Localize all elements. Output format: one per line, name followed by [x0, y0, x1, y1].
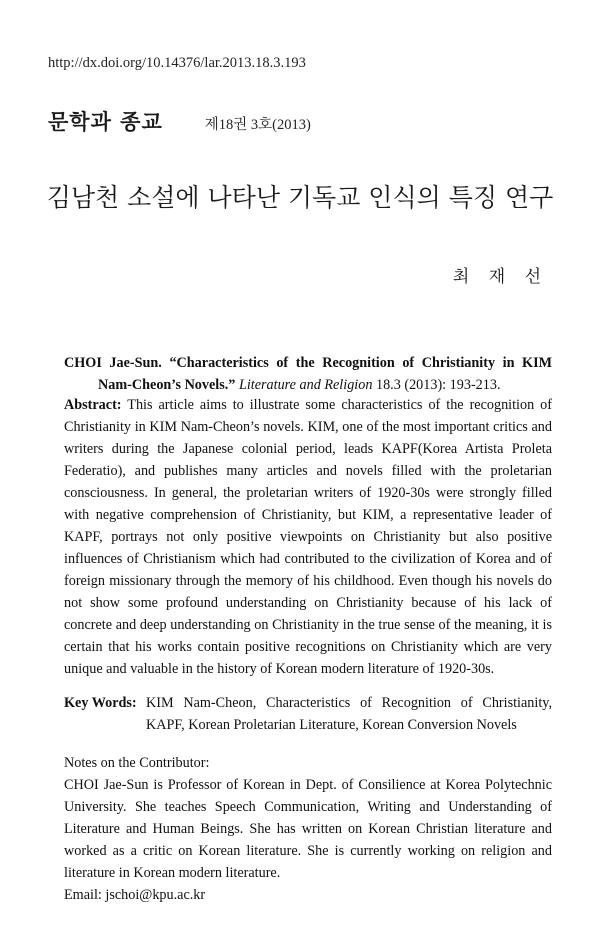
citation-details: 18.3 (2013): 193-213. [375, 377, 501, 393]
citation [64, 352, 552, 396]
citation-journal: Literature and Religion [238, 377, 373, 393]
citation-line-1 [64, 352, 552, 374]
notes-body: CHOI Jae-Sun is Professor of Korean in Dept. of Consilience at Korea Polytechnic University. She teaches Speech Communication, Writing and Understanding of Literature and Human Beings. She has written on Korean Christian literature and worked as a critic on Korean literature. She is currently working on religion and literature in Korean modern literature. [64, 777, 552, 881]
citation-title-part-2: Nam-Cheon’s Novels.” [98, 377, 236, 393]
journal-header [48, 106, 311, 136]
citation-title-part-1: “Characteristics of the Recognition of Christianity in KIM [169, 355, 552, 371]
journal-issue: 제18권 3호(2013) [204, 117, 311, 133]
keywords-list [146, 692, 552, 736]
doi-link[interactable]: http://dx.doi.org/10.14376/lar.2013.18.3.193 [48, 55, 306, 71]
citation-author: CHOI Jae-Sun. [64, 355, 162, 371]
abstract-text: This article aims to illustrate some characteristics of the recognition of Christianity in KIM Nam-Cheon’s novels. KIM, one of the most important critics and writers during the Japanese colonial period, leads KAPF(Korea Artista Proleta Federatio), and publishes many articles and novels filled with the proletarian consciousness. In general, the proletarian writers of 1920-30s were strongly filled with negative comprehension of Christianity, but KIM, a representative leader of KAPF, portrays not only positive viewpoints on Christianity but also positive influences of Christianism which had contributed to the civilization of Korea and of foreign missionary through the memory of his childhood. Even though his novels do not show some profound understanding on Christianity because of his lack of concrete and deep understanding on Christianity in the true sense of the meaning, it is certain that his works contain positive recognitions on Christianity which are very unique and valuable in the history of Korean modern literature of 1920-30s. [64, 397, 552, 677]
journal-logo: 문학과 종교 [48, 110, 163, 134]
citation-line-2 [64, 374, 552, 396]
keywords-line-1: KIM Nam-Cheon, Characteristics of Recognition of Christianity, [146, 695, 552, 711]
contributor-notes [64, 752, 552, 906]
abstract [64, 394, 552, 680]
notes-heading: Notes on the Contributor: [64, 755, 210, 771]
keywords-label: Key Words: [64, 695, 137, 711]
contributor-email[interactable]: Email: jschoi@kpu.ac.kr [64, 887, 206, 903]
keywords-line-2: KAPF, Korean Proletarian Literature, Korean Conversion Novels [146, 717, 517, 733]
abstract-label: Abstract: [64, 397, 122, 413]
keywords [64, 692, 552, 736]
article-title: 김남천 소설에 나타난 기독교 인식의 특징 연구 [46, 183, 554, 212]
article-author: 최 재 선 [452, 267, 548, 287]
